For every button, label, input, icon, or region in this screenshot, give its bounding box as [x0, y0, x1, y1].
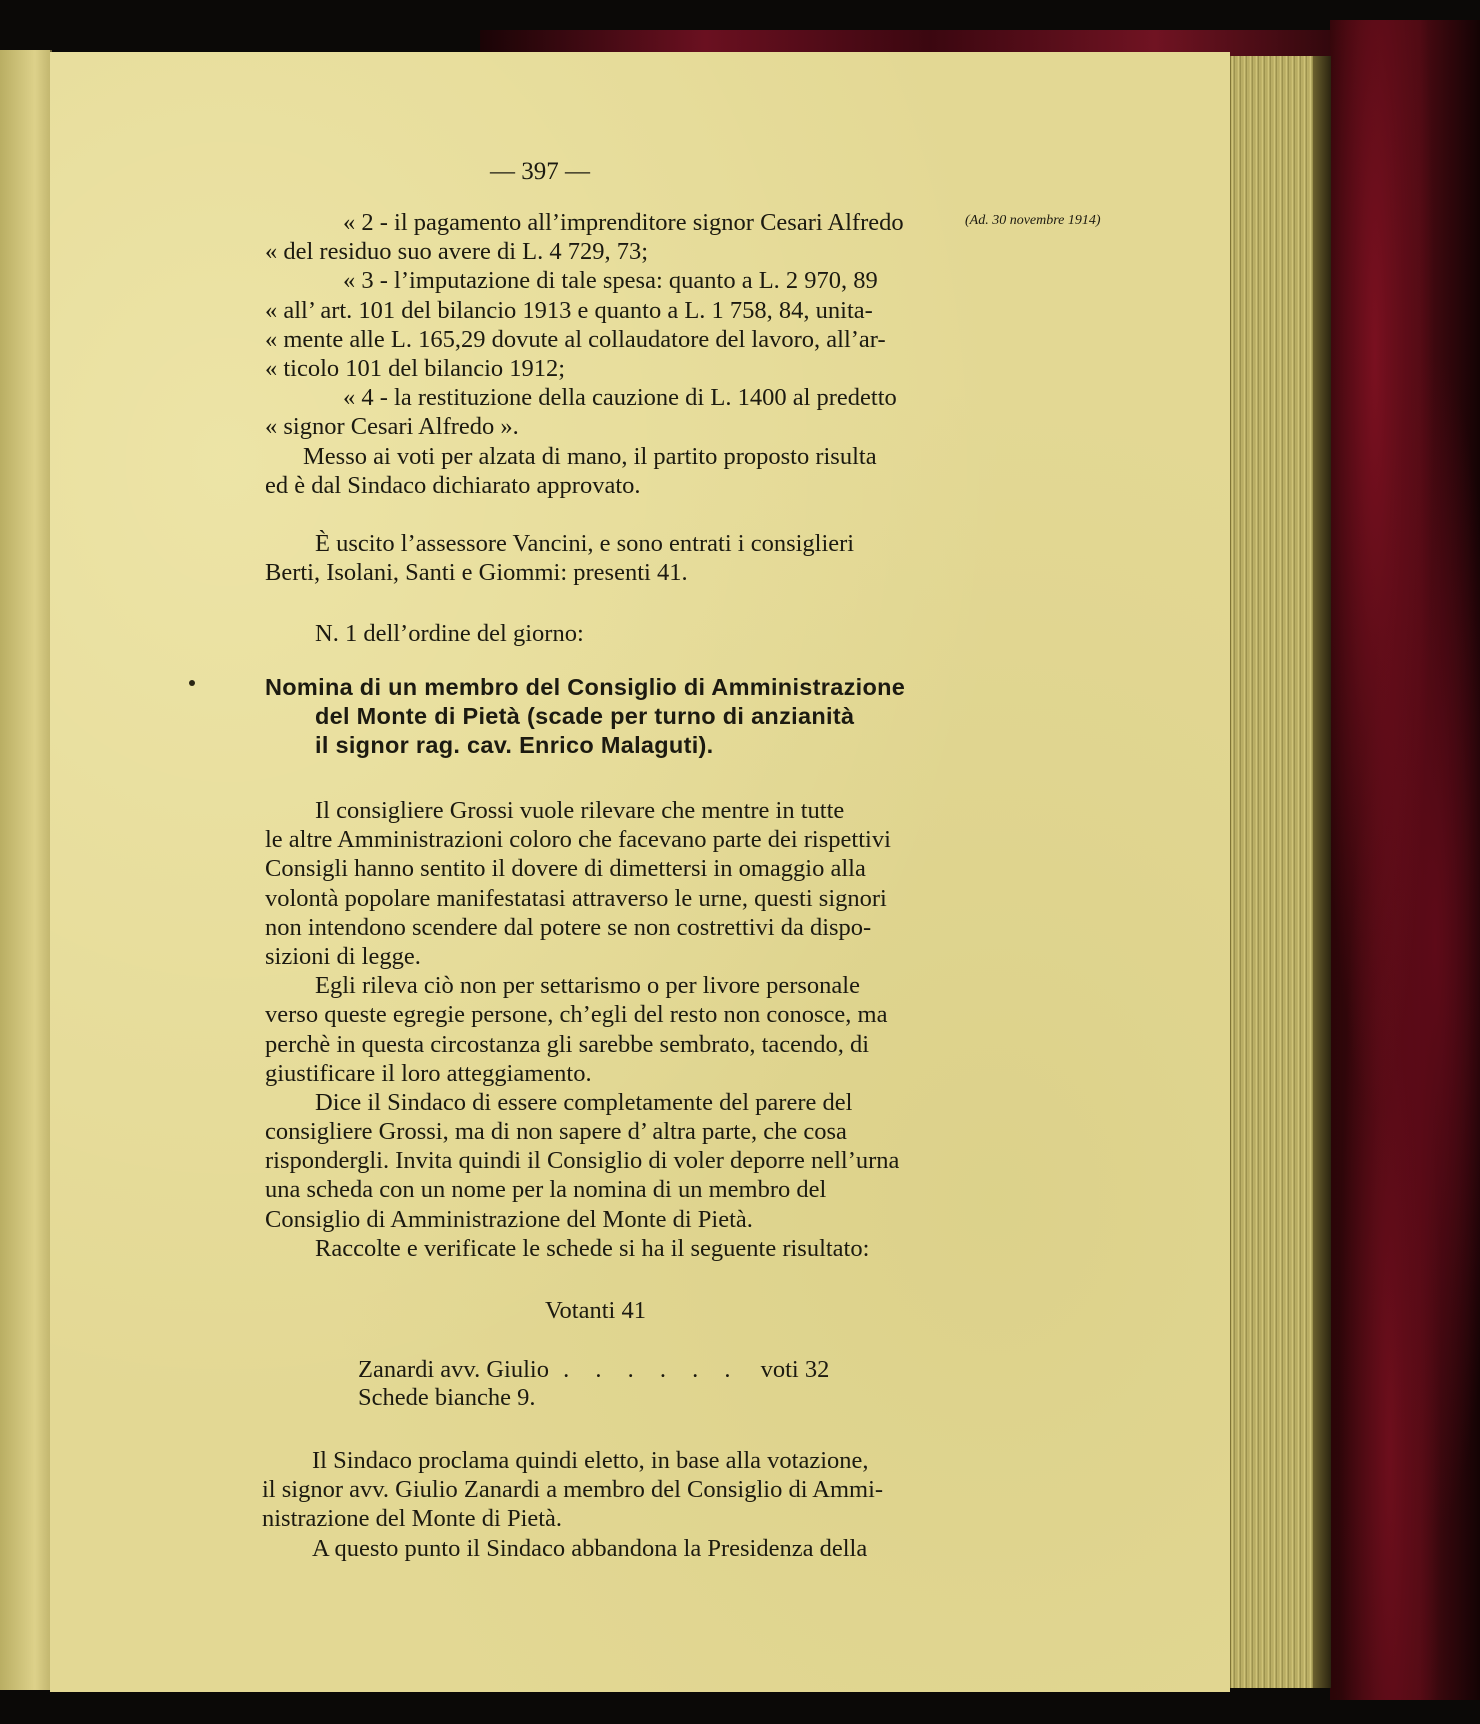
text-line: « mente alle L. 165,29 dovute al collaudatore del lavoro, all’ar-: [265, 325, 886, 353]
agenda-heading: [265, 673, 905, 760]
text-block-2: [265, 529, 854, 587]
text-line: Il consigliere Grossi vuole rilevare che mentre in tutte: [315, 797, 845, 824]
bullet-mark: [189, 680, 195, 686]
margin-note: (Ad. 30 novembre 1914): [965, 213, 1101, 228]
text-line: A questo punto il Sindaco abbandona la Presidenza della: [312, 1534, 868, 1562]
text-line: ed è dal Sindaco dichiarato approvato.: [265, 471, 641, 499]
result-votes: voti 32: [760, 1356, 830, 1383]
heading-line: il signor rag. cav. Enrico Malaguti).: [315, 732, 714, 758]
text-line: È uscito l’assessore Vancini, e sono entrati i consiglieri: [315, 530, 855, 557]
text-line: perchè in questa circostanza gli sarebbe sembrato, tacendo, di: [265, 1030, 870, 1058]
text-line: « del residuo suo avere di L. 4 729, 73;: [265, 238, 649, 266]
text-line: « all’ art. 101 del bilancio 1913 e quanto a L. 1 758, 84, unita-: [265, 296, 873, 324]
text-line: Egli rileva ciò non per settarismo o per livore personale: [315, 972, 860, 1000]
text-line: Dice il Sindaco di essere completamente del parere del: [315, 1088, 853, 1116]
text-line: « 3 - l’imputazione di tale spesa: quanto a L. 2 970, 89: [343, 267, 878, 295]
text-line: rispondergli. Invita quindi il Consiglio di voler deporre nell’urna: [265, 1147, 900, 1175]
text-line: « 4 - la restituzione della cauzione di L. 1400 al predetto: [343, 384, 897, 412]
text-block-4: [262, 1446, 883, 1563]
page-number: — 397 —: [490, 158, 590, 185]
text-line: Consigli hanno sentito il dovere di dimettersi in omaggio alla: [265, 855, 866, 883]
text-line: giustificare il loro atteggiamento.: [265, 1059, 592, 1087]
heading-line: del Monte di Pietà (scade per turno di anzianità: [315, 703, 855, 729]
text-line: consigliere Grossi, ma di non sapere d’ altra parte, che cosa: [265, 1118, 847, 1146]
result-dots: . . . . . .: [563, 1356, 741, 1383]
left-page-edge: [0, 50, 52, 1690]
text-line: non intendono scendere dal potere se non costrettivi da dispo-: [265, 913, 872, 941]
text-line: « ticolo 101 del bilancio 1912;: [265, 354, 566, 382]
text-block-3: [265, 796, 899, 1263]
book-cover-binding: [1330, 20, 1480, 1700]
result-row: [358, 1356, 829, 1384]
text-line: Consiglio di Amministrazione del Monte di Pietà.: [265, 1205, 753, 1233]
text-line: « signor Cesari Alfredo ».: [265, 413, 519, 441]
text-line: Messo ai voti per alzata di mano, il partito proposto risulta: [303, 442, 877, 470]
text-block-1: [265, 208, 904, 500]
votanti-total: Votanti 41: [545, 1297, 646, 1324]
schede-bianche: Schede bianche 9.: [358, 1384, 536, 1411]
text-line: una scheda con un nome per la nomina di un membro del: [265, 1176, 827, 1204]
text-line: « 2 - il pagamento all’imprenditore signor Cesari Alfredo: [343, 209, 904, 236]
text-line: sizioni di legge.: [265, 942, 421, 970]
text-line: nistrazione del Monte di Pietà.: [262, 1505, 563, 1533]
text-line: le altre Amministrazioni coloro che facevano parte dei rispettivi: [265, 826, 891, 854]
text-line: verso queste egregie persone, ch’egli del resto non conosce, ma: [265, 1001, 888, 1029]
agenda-item: N. 1 dell’ordine del giorno:: [315, 620, 584, 647]
page-stack-edges: [1230, 56, 1331, 1688]
text-line: Raccolte e verificate le schede si ha il seguente risultato:: [315, 1234, 870, 1262]
heading-line: Nomina di un membro del Consiglio di Amministrazione: [265, 674, 906, 700]
result-name: Zanardi avv. Giulio: [358, 1356, 549, 1383]
text-line: il signor avv. Giulio Zanardi a membro del Consiglio di Ammi-: [262, 1476, 884, 1504]
text-line: volontà popolare manifestatasi attraverso le urne, questi signori: [265, 884, 887, 912]
text-line: Il Sindaco proclama quindi eletto, in base alla votazione,: [312, 1447, 869, 1474]
text-line: Berti, Isolani, Santi e Giommi: presenti 41.: [265, 559, 688, 587]
